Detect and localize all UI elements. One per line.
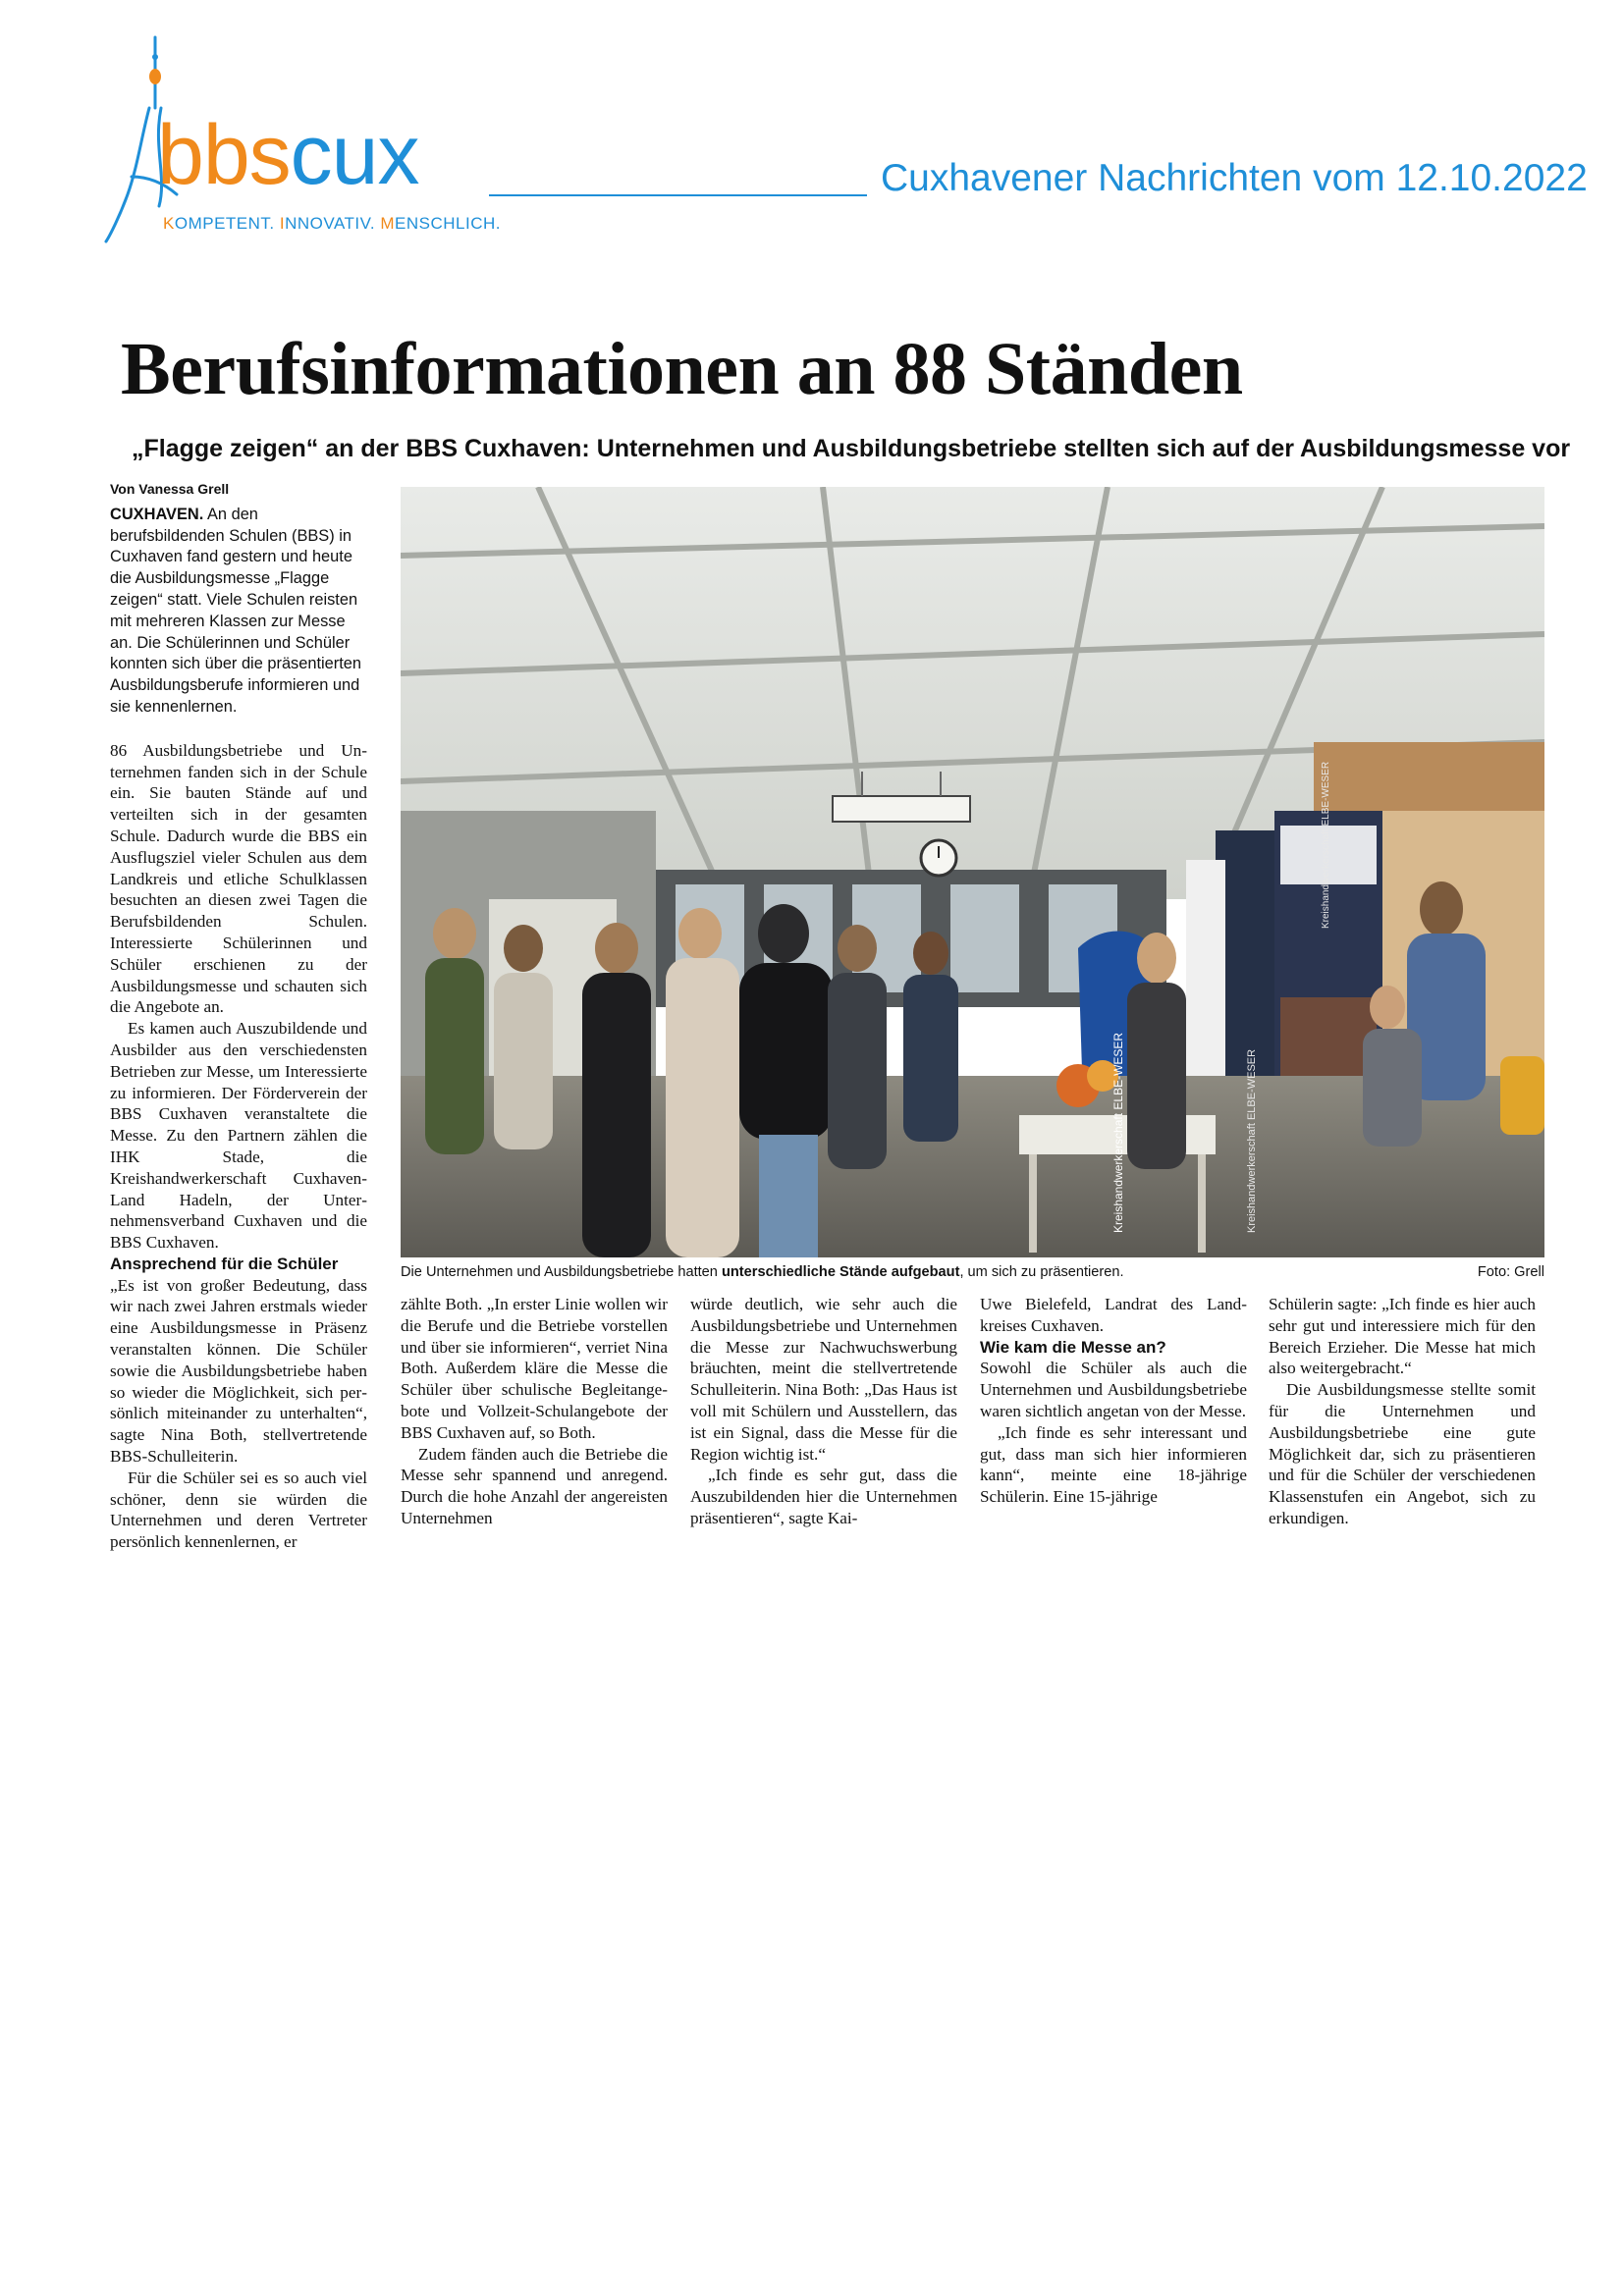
caption-bold: unterschiedliche Stände aufgebaut — [721, 1264, 960, 1280]
body-paragraph: „Es ist von großer Bedeutung, dass wir nach zwei Jahren erstmals wieder eine Ausbildungsmesse in Präsenz veranstalten können. Die Schüler sowie die Ausbildungsbetriebe haben so wieder die Möglichkeit, sich persönlich miteinander zu unterhalten“, sagte Nina Both, stellvertretende BBS-Schulleiterin. — [110, 1275, 367, 1467]
tagline-word: ENSCHLICH. — [395, 214, 501, 233]
banner-text: Kreishandwerkerschaft ELBE-WESER — [1321, 761, 1331, 929]
article-photo — [401, 487, 1544, 1257]
body-paragraph: würde deutlich, wie sehr auch die Ausbildungsbetriebe und Unternehmen die Messe zur Nachwuchswerbung bräuchten, meint die stellvertretende Schulleiterin. Nina Both: „Das Haus ist voll mit Schülern und Ausstellern, das ist ein Signal, dass die Messe für die Region wichtig ist.“ — [690, 1295, 957, 1464]
logo-word-bbs: bbs — [157, 108, 291, 202]
intro-paragraph — [110, 505, 367, 719]
banner-text: Kreishandwerkerschaft ELBE-WESER — [1246, 1048, 1258, 1233]
tagline-initial: I — [279, 214, 286, 233]
logo-tagline — [163, 214, 501, 234]
bbscux-logo — [98, 29, 501, 245]
flag-banner-text: Kreishandwerkerschaft ELBE-WESER — [1111, 1032, 1125, 1233]
body-paragraph: Zudem fänden auch die Betriebe die Messe sehr spannend und anregend. Durch die hohe Anzahl der angereisten Unternehmen — [401, 1444, 668, 1527]
body-paragraph: „Ich finde es sehr interessant und gut, dass man sich hier informieren kann“, meinte eine 18-jährige Schülerin. Eine 15-jährige — [980, 1422, 1247, 1507]
intro-text: An den berufsbildenden Schulen (BBS) in Cuxhaven fand gestern und heute die Ausbildungsmesse „Flagge zeigen“ statt. Viele Schulen reisten mit mehreren Klassen zur Messe an. Die Schülerinnen und Schüler konnten sich über die präsentierten Ausbildungsberufe informieren und sie kennenlernen. — [110, 505, 362, 716]
photo-credit: Foto: Grell — [1477, 1264, 1544, 1280]
tagline-initial: M — [380, 214, 396, 233]
article-column-4 — [980, 1294, 1247, 1508]
body-paragraph: 86 Ausbildungsbetriebe und Unternehmen fanden sich in der Schule ein. Sie bauten Stände auf und verteilten sich in der gesamten Schule. Dadurch wurde die BBS ein Ausflugsziel vieler Schulen aus dem Landkreis und etliche Schulklassen besuchten an diesen zwei Tagen die Berufsbildenden Schulen. Interessierte Schülerinnen und Schüler erschienen zu der Ausbildungsmesse und schauten sich die Angebote an. — [110, 740, 367, 1017]
header-rule — [489, 194, 867, 196]
byline: Von Vanessa Grell — [110, 481, 230, 497]
subheading-ansprechend: Ansprechend für die Schüler — [110, 1254, 339, 1273]
article-column-5 — [1269, 1294, 1536, 1529]
photo-messe-hall — [401, 487, 1544, 1257]
body-paragraph: zählte Both. „In erster Linie wollen wir die Berufe und die Betriebe vorstellen und über sie informieren“, verriet Nina Both. Außerdem kläre die Messe die Schüler über schulische Begleitangebote und Vollzeit-Schulangebote der BBS Cuxhaven auf, so Both. — [401, 1295, 668, 1442]
caption-text: , um sich zu präsentieren. — [959, 1264, 1124, 1280]
photo-caption — [401, 1264, 1544, 1280]
logo-word-cux: cux — [290, 108, 419, 202]
body-paragraph: „Ich finde es sehr gut, dass die Auszubildenden hier die Unternehmen präsentieren“, sagte Kai- — [690, 1466, 957, 1527]
body-paragraph: Die Ausbildungsmesse stellte somit für die Unternehmen und Ausbildungsbetriebe eine gute Möglichkeit dar, sich zu präsentieren und für die Schüler der verschiedenen Klassenstufen ein Angebot, sich zu erkundigen. — [1269, 1380, 1536, 1527]
logo-wordmark — [157, 108, 419, 202]
body-paragraph: Uwe Bielefeld, Landrat des Landkreises Cuxhaven. — [980, 1295, 1247, 1335]
dateline: CUXHAVEN. — [110, 505, 204, 523]
body-paragraph: Schülerin sagte: „Ich finde es hier auch sehr gut und interessiere mich für den Bereich Erzieher. Die Messe hat mich also weitergebracht.“ — [1269, 1295, 1536, 1378]
subheadline: „Flagge zeigen“ an der BBS Cuxhaven: Unternehmen und Ausbildungsbetriebe stellten sich auf der Ausbildungsmesse vor — [132, 435, 1571, 462]
body-paragraph: Für die Schüler sei es so auch viel schöner, denn sie würden die Unternehmen und deren Vertreter persönlich kennenlernen, er — [110, 1468, 367, 1552]
body-paragraph: Es kamen auch Auszubildende und Ausbilder aus den verschiedensten Betrieben zur Messe, um Interessierte zu informieren. Der Förderverein der BBS Cuxhaven veranstaltete die Messe. Zu den Partnern zählen die IHK Stade, die Kreishandwerkerschaft Cuxhaven-Land Hadeln, der Unternehmensverband Cuxhaven und die BBS Cuxhaven. — [110, 1019, 367, 1253]
tagline-initial: K — [163, 214, 175, 233]
headline: Berufsinformationen an 88 Ständen — [121, 328, 1243, 410]
article-column-left — [110, 479, 367, 1553]
tagline-word: OMPETENT. — [174, 214, 280, 233]
body-paragraph: Sowohl die Schüler als auch die Unternehmen und Ausbildungsbetriebe waren sichtlich angetan von der Messe. — [980, 1359, 1247, 1420]
tagline-word: NNOVATIV. — [285, 214, 381, 233]
caption-text: Die Unternehmen und Ausbildungsbetriebe hatten — [401, 1264, 722, 1280]
article-column-3 — [690, 1294, 957, 1529]
source-line: Cuxhavener Nachrichten vom 12.10.2022 — [881, 157, 1588, 199]
article-column-2 — [401, 1294, 668, 1529]
subheading-wie-kam: Wie kam die Messe an? — [980, 1337, 1166, 1357]
